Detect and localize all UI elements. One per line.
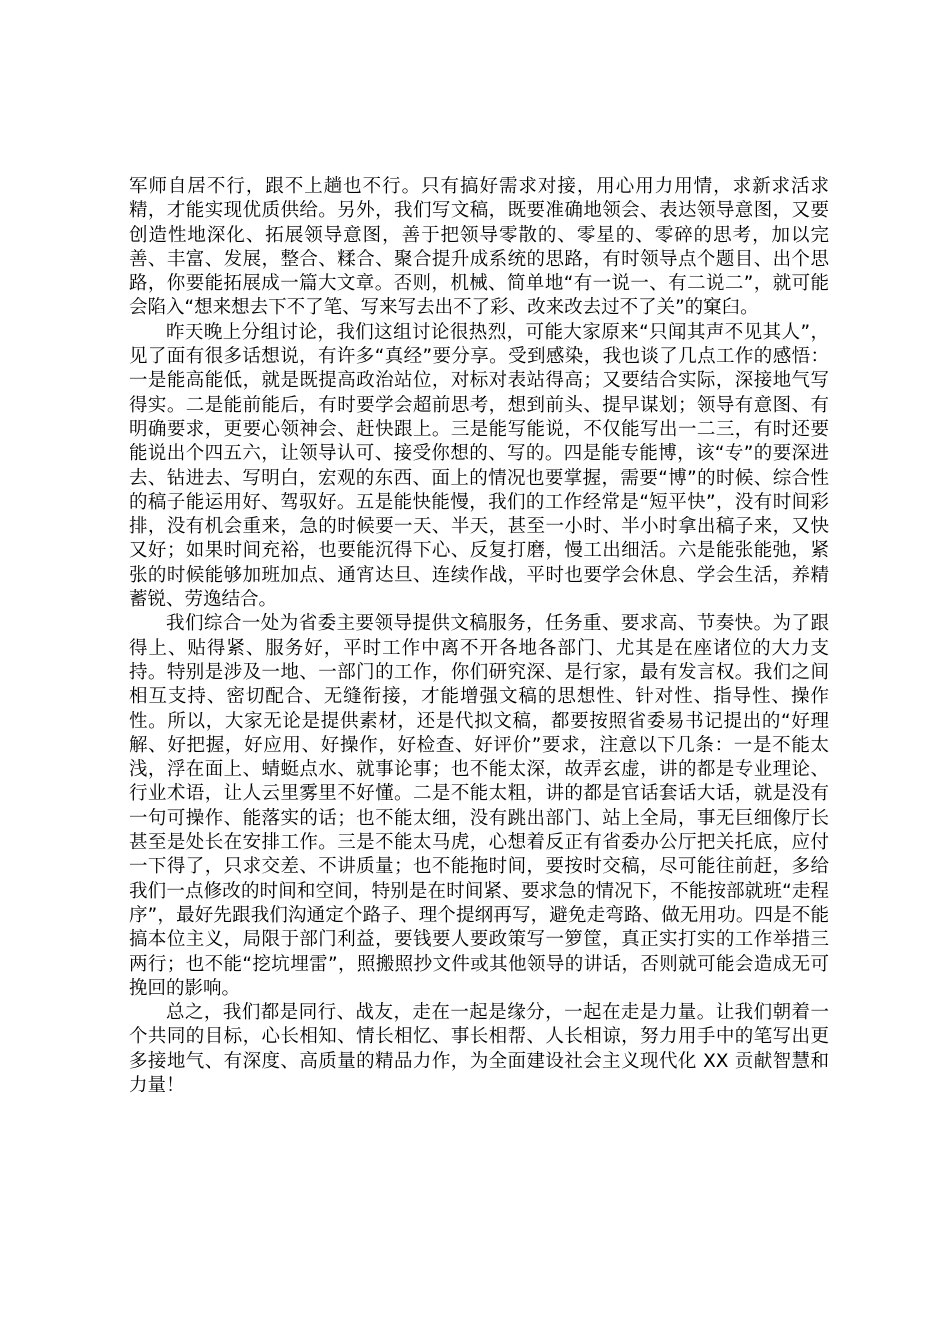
paragraph-2: 昨天晚上分组讨论，我们这组讨论很热烈，可能大家原来“只闻其声不见其人”，见了面有很多话想说，有许多“真经”要分享。受到感染，我也谈了几点工作的感悟：一是能高能低，就是既提高政治站位，对标对表站得高；又要结合实际，深接地气写得实。二是能前能后，有时要学会超前思考，想到前头、提早谋划；领导有意图、有明确要求，更要心领神会、赶快跟上。三是能写能说，不仅能写出一二三，有时还要能说出个四五六，让领导认可、接受你想的、写的。四是能专能博，该“专”的要深进去、钻进去、写明白，宏观的东西、面上的情况也要掌握，需要“博”的时候、综合性的稿子能运用好、驾驭好。五是能快能慢，我们的工作经常是“短平快”，没有时间彩排，没有机会重来，急的时候要一天、半天，甚至一小时、半小时拿出稿子来，又快又好；如果时间充裕，也要能沉得下心、反复打磨，慢工出细活。六是能张能弛，紧张的时候能够加班加点、通宵达旦、连续作战，平时也要学会休息、学会生活，养精蓄锐、劳逸结合。	[129, 321, 829, 611]
paragraph-3: 我们综合一处为省委主要领导提供文稿服务，任务重、要求高、节奏快。为了跟得上、贴得紧、服务好，平时工作中离不开各地各部门、尤其是在座诸位的大力支持。特别是涉及一地、一部门的工作，你们研究深、是行家，最有发言权。我们之间相互支持、密切配合、无缝衔接，才能增强文稿的思想性、针对性、指导性、操作性。所以，大家无论是提供素材，还是代拟文稿，都要按照省委易书记提出的“好理解、好把握，好应用、好操作，好检查、好评价”要求，注意以下几条：一是不能太浅，浮在面上、蜻蜓点水、就事论事；也不能太深，故弄玄虚，讲的都是专业理论、行业术语，让人云里雾里不好懂。二是不能太粗，讲的都是官话套话大话，就是没有一句可操作、能落实的话；也不能太细，没有跳出部门、站上全局，事无巨细像厅长甚至是处长在安排工作。三是不能太马虎，心想着反正有省委办公厅把关托底，应付一下得了，只求交差、不讲质量；也不能拖时间，要按时交稿，尽可能往前赶，多给我们一点修改的时间和空间，特别是在时间紧、要求急的情况下，不能按部就班“走程序”，最好先跟我们沟通定个路子、理个提纲再写，避免走弯路、做无用功。四是不能搞本位主义，局限于部门利益，要钱要人要政策写一箩筐，真正实打实的工作举措三两行；也不能“挖坑埋雷”，照搬照抄文件或其他领导的讲话，否则就可能会造成无可挽回的影响。	[129, 613, 829, 999]
paragraph-4: 总之，我们都是同行、战友，走在一起是缘分，一起在走是力量。让我们朝着一个共同的目标，心长相知、情长相忆、事长相帮、人长相谅，努力用手中的笔写出更多接地气、有深度、高质量的精品力作，为全面建设社会主义现代化 XX 贡献智慧和力量！	[129, 1002, 829, 1096]
paragraph-1: 军师自居不行，跟不上趟也不行。只有搞好需求对接，用心用力用情，求新求活求精，才能实现优质供给。另外，我们写文稿，既要准确地领会、表达领导意图，又要创造性地深化、拓展领导意图，善于把领导零散的、零星的、零碎的思考，加以完善、丰富、发展，整合、糅合、聚合提升成系统的思路，有时领导点个题目、出个思路，你要能拓展成一篇大文章。否则，机械、简单地“有一说一、有二说二”，就可能会陷入“想来想去下不了笔、写来写去出不了彩、改来改去过不了关”的窠臼。	[129, 176, 829, 319]
document-body	[129, 175, 829, 1098]
